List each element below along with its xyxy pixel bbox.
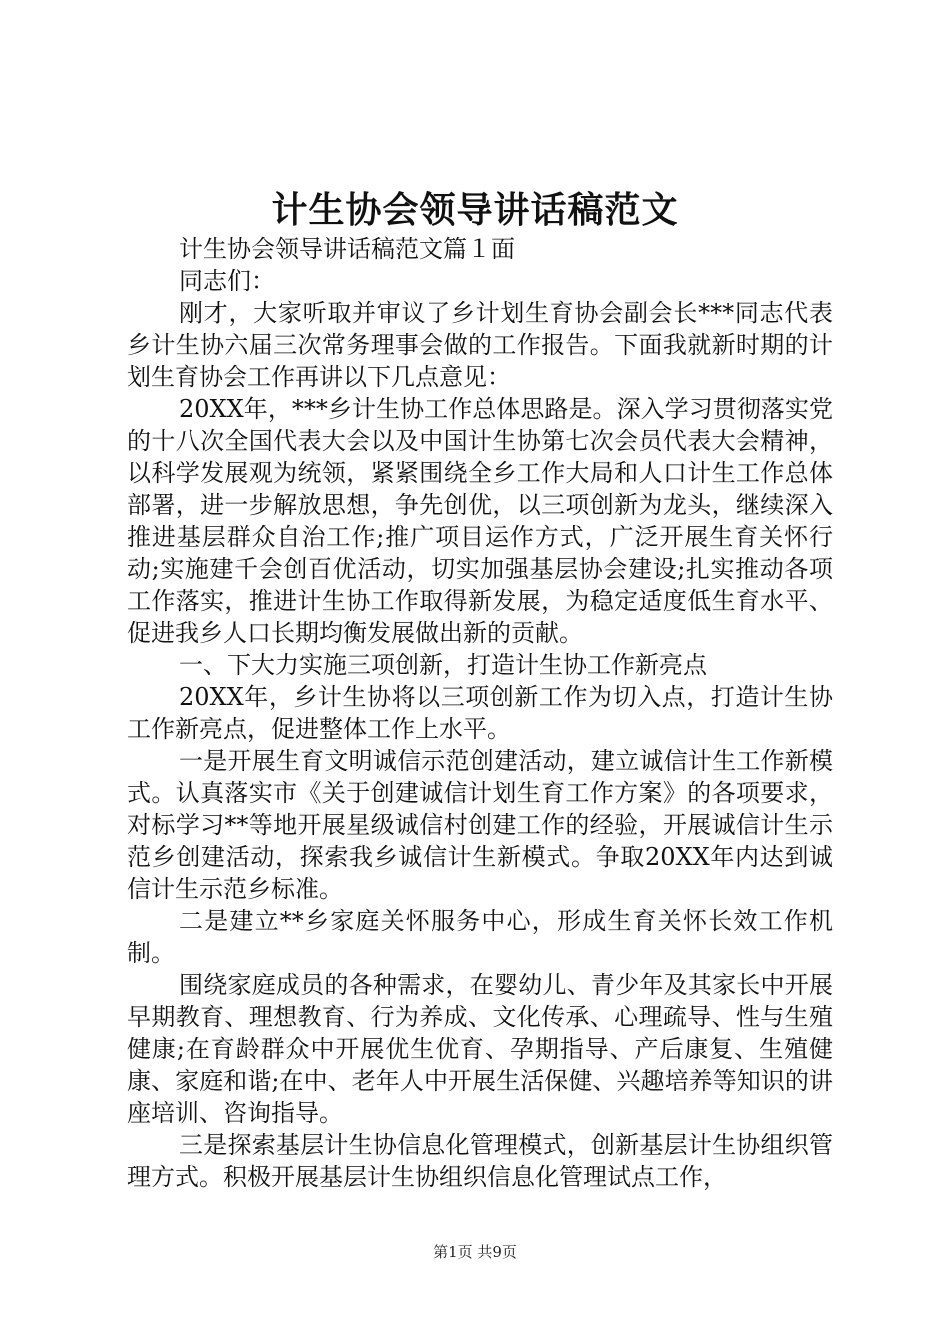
document-title: 计生协会领导讲话稿范文 [271, 189, 679, 231]
paragraph: 一是开展生育文明诚信示范创建活动，建立诚信计生工作新模式。认真落实市《关于创建诚信计划生育工作方案》的各项要求，对标学习**等地开展星级诚信村创建工作的经验，开展诚信计生示范乡创建活动，探索我乡诚信计生新模式。争取20XX年内达到诚信计生示范乡标准。 [127, 747, 833, 903]
paragraph: 刚才，大家听取并审议了乡计划生育协会副会长***同志代表乡计生协六届三次常务理事会做的工作报告。下面我就新时期的计划生育协会工作再讲以下几点意见： [127, 299, 833, 391]
paragraph-salutation: 同志们： [179, 267, 275, 295]
page-footer: 第1页 共9页 [433, 1243, 517, 1261]
paragraph: 20XX年，乡计生协将以三项创新工作为切入点，打造计生协工作新亮点，促进整体工作上水平。 [127, 683, 833, 743]
paragraph: 20XX年，***乡计生协工作总体思路是。深入学习贯彻落实党的十八次全国代表大会以及中国计生协第七次会员代表大会精神，以科学发展观为统领，紧紧围绕全乡工作大局和人口计生工作总体部署，进一步解放思想，争先创优，以三项创新为龙头，继续深入推进基层群众自治工作;推广项目运作方式，广泛开展生育关怀行动;实施建千会创百优活动，切实加强基层协会建设;扎实推动各项工作落实，推进计生协工作取得新发展，为稳定适度低生育水平、促进我乡人口长期均衡发展做出新的贡献。 [127, 395, 833, 647]
paragraph-subtitle: 计生协会领导讲话稿范文篇１面 [179, 235, 515, 263]
document-body [127, 233, 833, 1193]
paragraph: 二是建立**乡家庭关怀服务中心，形成生育关怀长效工作机制。 [127, 907, 833, 967]
paragraph: 三是探索基层计生协信息化管理模式，创新基层计生协组织管理方式。积极开展基层计生协组织信息化管理试点工作， [127, 1131, 833, 1191]
section-heading: 一、下大力实施三项创新，打造计生协工作新亮点 [179, 651, 707, 679]
paragraph: 围绕家庭成员的各种需求，在婴幼儿、青少年及其家长中开展早期教育、理想教育、行为养成、文化传承、心理疏导、性与生殖健康;在育龄群众中开展优生优育、孕期指导、产后康复、生殖健康、家庭和谐;在中、老年人中开展生活保健、兴趣培养等知识的讲座培训、咨询指导。 [127, 971, 833, 1127]
